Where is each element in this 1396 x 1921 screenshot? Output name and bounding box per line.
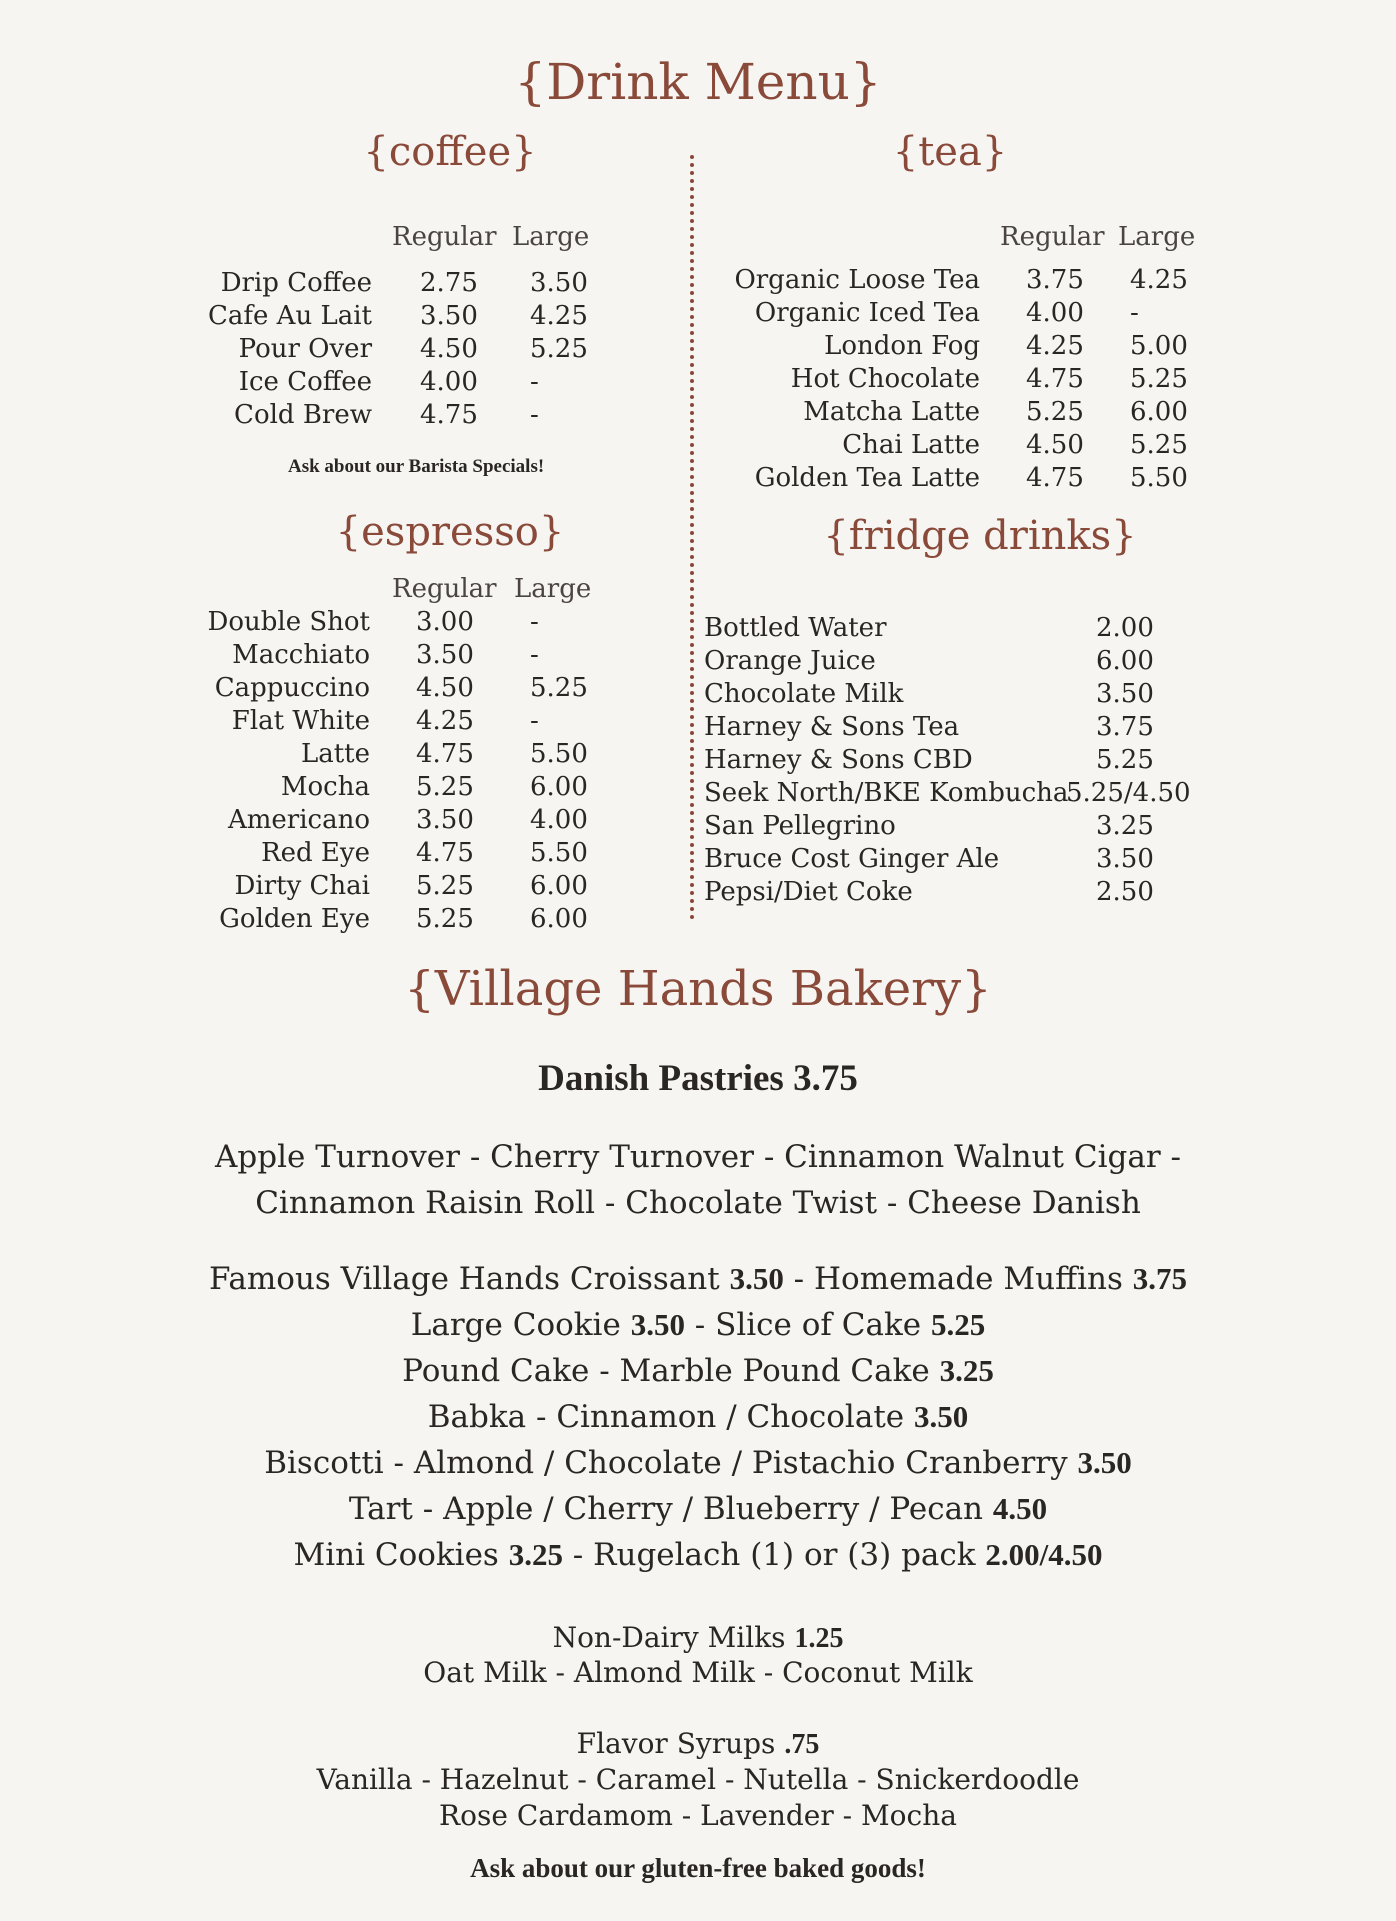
bakery-line (0, 1302, 1396, 1348)
bakery-item-text: Famous Village Hands Croissant (209, 1261, 730, 1297)
bakery-price: 3.50 (913, 1399, 969, 1434)
danish-line-1: Apple Turnover - Cherry Turnover - Cinnamon Walnut Cigar - (215, 1139, 1181, 1175)
bakery-line (0, 1486, 1396, 1532)
regular-price: 5.25 (416, 904, 474, 934)
bakery-line (0, 1532, 1396, 1578)
bakery-price: 4.50 (992, 1491, 1048, 1526)
regular-price: 5.25 (416, 871, 474, 901)
coffee-heading: {coffee} (363, 129, 537, 175)
large-price: 5.25 (1130, 364, 1188, 394)
item-name: Hot Chocolate (790, 364, 980, 394)
item-name: Red Eye (261, 838, 370, 868)
regular-price: 4.75 (420, 400, 478, 430)
regular-price: 4.00 (420, 367, 478, 397)
item-name: Bruce Cost Ginger Ale (704, 844, 1000, 874)
tea-heading: {tea} (892, 129, 1008, 175)
coffee-col-large: Large (512, 222, 590, 252)
large-price: 4.25 (530, 301, 588, 331)
item-name: Macchiato (232, 640, 370, 670)
large-price: 6.00 (530, 871, 588, 901)
flavor-syrups (0, 1726, 1396, 1763)
regular-price: 3.50 (416, 805, 474, 835)
large-price: 5.50 (1130, 463, 1188, 493)
large-price: 5.50 (530, 838, 588, 868)
item-name: San Pellegrino (704, 811, 896, 841)
item-name: Flat White (231, 706, 370, 736)
large-price: - (530, 640, 539, 670)
regular-price: 4.50 (1026, 430, 1084, 460)
large-price: 6.00 (530, 772, 588, 802)
regular-price: 3.00 (416, 607, 474, 637)
barista-specials-note: Ask about our Barista Specials! (288, 456, 545, 477)
bakery-item-text: - Homemade Muffins (783, 1261, 1133, 1297)
regular-price: 4.75 (1026, 463, 1084, 493)
item-name: Seek North/BKE Kombucha (704, 778, 1069, 808)
item-name: Mocha (280, 772, 370, 802)
regular-price: 5.25 (1026, 397, 1084, 427)
bakery-price: 3.50 (729, 1261, 784, 1296)
milks-price: 1.25 (794, 1623, 844, 1654)
regular-price: 3.50 (416, 640, 474, 670)
bakery-price: 3.75 (1132, 1261, 1187, 1296)
item-price: 5.25 (1096, 745, 1154, 775)
regular-price: 3.75 (1026, 265, 1084, 295)
milks-list: Oat Milk - Almond Milk - Coconut Milk (423, 1656, 973, 1689)
item-name: Organic Iced Tea (754, 298, 980, 328)
item-name: Drip Coffee (220, 268, 372, 298)
menu-title: {Drink Menu} (514, 53, 882, 111)
regular-price: 2.75 (420, 268, 478, 298)
regular-price: 4.75 (1026, 364, 1084, 394)
regular-price: 4.75 (416, 739, 474, 769)
large-price: - (1130, 298, 1139, 328)
bakery-item-text: - Slice of Cake (684, 1307, 931, 1343)
item-name: Golden Tea Latte (754, 463, 980, 493)
item-name: Cold Brew (234, 400, 372, 430)
item-price: 2.00 (1096, 613, 1154, 643)
regular-price: 4.50 (420, 334, 478, 364)
tea-col-large: Large (1118, 222, 1196, 252)
item-name: Bottled Water (704, 613, 887, 643)
large-price: 5.25 (1130, 430, 1188, 460)
large-price: 3.50 (530, 268, 588, 298)
large-price: 4.00 (530, 805, 588, 835)
syrups-price: .75 (784, 1729, 820, 1760)
regular-price: 4.50 (416, 673, 474, 703)
item-price: 2.50 (1096, 877, 1154, 907)
regular-price: 5.25 (416, 772, 474, 802)
bakery-price: 3.50 (1077, 1445, 1132, 1480)
bakery-price: 5.25 (930, 1307, 986, 1342)
bakery-line (0, 1440, 1396, 1486)
item-price: 3.75 (1096, 712, 1154, 742)
item-name: Cafe Au Lait (208, 301, 372, 331)
item-name: Chocolate Milk (704, 679, 904, 709)
item-name: Golden Eye (219, 904, 370, 934)
bakery-heading: {Village Hands Bakery} (404, 961, 992, 1017)
large-price: - (530, 400, 539, 430)
item-price: 5.25/4.50 (1066, 778, 1191, 808)
syrups-list-1: Vanilla - Hazelnut - Caramel - Nutella - Snickerdoodle (316, 1763, 1080, 1796)
gluten-free-note: Ask about our gluten-free baked goods! (470, 1853, 926, 1883)
coffee-col-regular: Regular (392, 222, 497, 252)
espresso-col-large: Large (514, 574, 592, 604)
bakery-line (0, 1348, 1396, 1394)
bakery-item-text: Biscotti - Almond / Chocolate / Pistachio Cranberry (264, 1445, 1078, 1481)
regular-price: 4.25 (1026, 331, 1084, 361)
large-price: 6.00 (1130, 397, 1188, 427)
bakery-item-text: Babka - Cinnamon / Chocolate (427, 1399, 914, 1435)
syrups-label: Flavor Syrups (576, 1727, 785, 1760)
item-name: Double Shot (207, 607, 370, 637)
item-name: Ice Coffee (238, 367, 372, 397)
bakery-price: 3.25 (939, 1353, 994, 1388)
fridge-heading: {fridge drinks} (823, 513, 1137, 559)
large-price: 5.50 (530, 739, 588, 769)
large-price: 5.25 (530, 673, 588, 703)
bakery-item-text: Pound Cake - Marble Pound Cake (402, 1353, 940, 1389)
item-price: 3.50 (1096, 844, 1154, 874)
item-name: Americano (227, 805, 370, 835)
espresso-heading: {espresso} (335, 509, 565, 555)
bakery-item-text: Large Cookie (410, 1307, 631, 1343)
item-name: Matcha Latte (803, 397, 980, 427)
item-name: Latte (300, 739, 370, 769)
milks-label: Non-Dairy Milks (552, 1621, 795, 1654)
regular-price: 3.50 (420, 301, 478, 331)
item-name: London Fog (824, 331, 980, 361)
item-name: Pour Over (238, 334, 372, 364)
regular-price: 4.25 (416, 706, 474, 736)
bakery-items (0, 1256, 1396, 1578)
item-name: Cappuccino (214, 673, 370, 703)
large-price: 5.25 (530, 334, 588, 364)
syrups-list-2: Rose Cardamom - Lavender - Mocha (439, 1799, 957, 1832)
item-price: 3.25 (1096, 811, 1154, 841)
bakery-price: 2.00/4.50 (985, 1537, 1103, 1572)
bakery-line (0, 1256, 1396, 1302)
column-divider (690, 155, 694, 920)
item-name: Orange Juice (704, 646, 876, 676)
large-price: - (530, 607, 539, 637)
regular-price: 4.75 (416, 838, 474, 868)
bakery-line (0, 1394, 1396, 1440)
danish-line-2: Cinnamon Raisin Roll - Chocolate Twist - Cheese Danish (255, 1185, 1141, 1221)
espresso-col-regular: Regular (392, 574, 497, 604)
item-name: Dirty Chai (234, 871, 370, 901)
item-name: Pepsi/Diet Coke (704, 877, 913, 907)
item-price: 6.00 (1096, 646, 1154, 676)
large-price: 4.25 (1130, 265, 1188, 295)
bakery-item-text: Mini Cookies (293, 1537, 509, 1573)
item-name: Harney & Sons CBD (704, 745, 973, 775)
non-dairy-milks (0, 1620, 1396, 1657)
danish-heading: Danish Pastries 3.75 (538, 1058, 858, 1099)
bakery-item-text: Tart - Apple / Cherry / Blueberry / Pecan (348, 1491, 993, 1527)
large-price: 6.00 (530, 904, 588, 934)
item-name: Organic Loose Tea (734, 265, 980, 295)
item-name: Chai Latte (842, 430, 980, 460)
regular-price: 4.00 (1026, 298, 1084, 328)
bakery-price: 3.25 (508, 1537, 563, 1572)
large-price: 5.00 (1130, 331, 1188, 361)
item-name: Harney & Sons Tea (704, 712, 960, 742)
large-price: - (530, 706, 539, 736)
bakery-item-text: - Rugelach (1) or (3) pack (562, 1537, 986, 1573)
tea-col-regular: Regular (1000, 222, 1105, 252)
item-price: 3.50 (1096, 679, 1154, 709)
bakery-price: 3.50 (630, 1307, 685, 1342)
large-price: - (530, 367, 539, 397)
